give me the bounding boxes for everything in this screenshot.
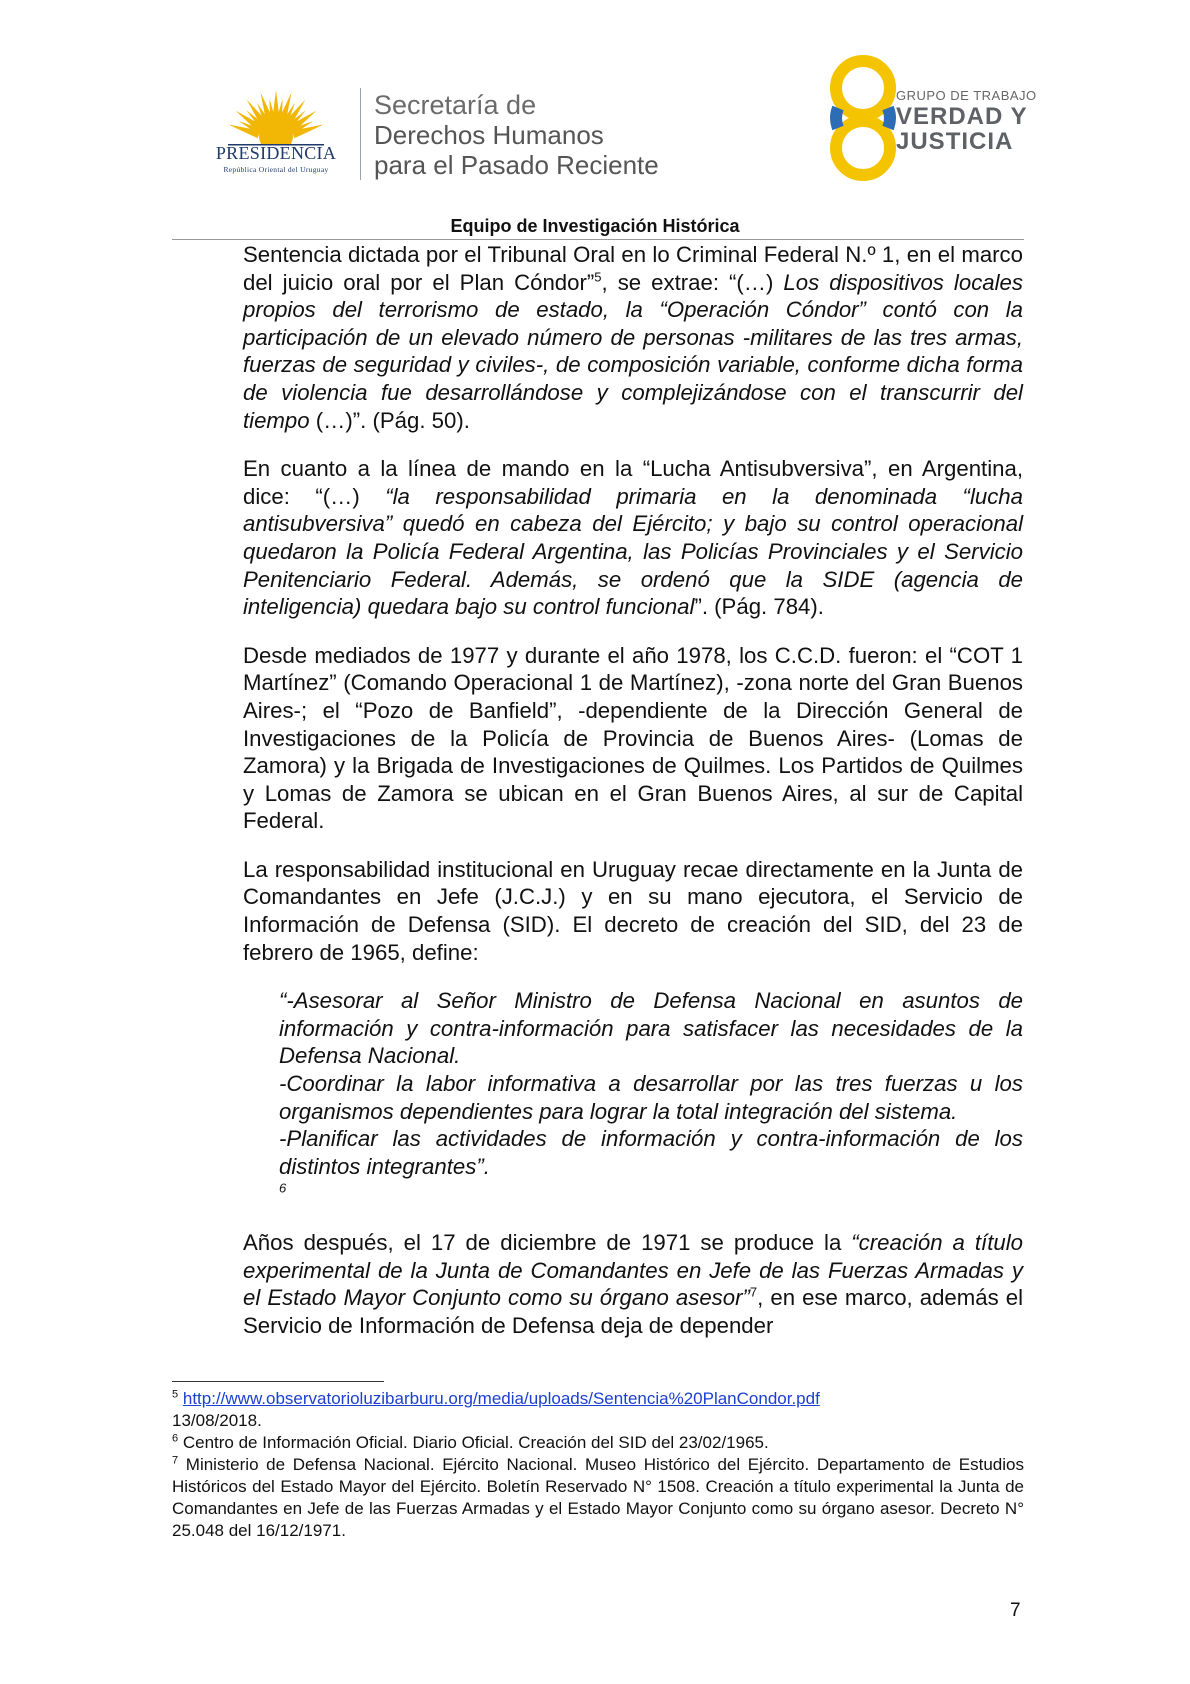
body-text [243, 241, 1023, 1360]
page-number: 7 [1010, 1600, 1021, 1621]
footnote-5 [172, 1388, 1024, 1432]
p5-quote: “creación a título experimental de la Junta de Comandantes en Jefe de las Fuerzas Armadas y el Estado Mayor Conjunto como su órgano asesor” [243, 1230, 1023, 1311]
quote-line-3 [279, 1125, 1023, 1208]
p2-text-c: ”. (Pág. 784). [694, 594, 824, 620]
grupo-line3: JUSTICIA [896, 128, 1014, 155]
quote-line-2: -Coordinar la labor informativa a desarrollar por las tres fuerzas u los organismos dependientes para lograr la total integración del sistema. [279, 1071, 1023, 1124]
footnote-text: Centro de Información Oficial. Diario Oficial. Creación del SID del 23/02/1965. [182, 1433, 769, 1452]
p1-text-a: Sentencia dictada por el Tribunal Oral en lo Criminal Federal N.º 1, en el marco del juicio oral por el Plan Cóndor” [243, 242, 1023, 295]
page-header-title: Equipo de Investigación Histórica [450, 216, 740, 236]
p1-text-b: , se extrae: “(…) [601, 269, 784, 295]
header-divider [360, 88, 361, 180]
footnote-7 [172, 1454, 1024, 1542]
footnote-separator [172, 1381, 384, 1382]
paragraph-4: La responsabilidad institucional en Uruguay recae directamente en la Junta de Comandantes en Jefe (J.C.J.) y en su mano ejecutora, el Servicio de Información de Defensa (SID). El decreto de creación del SID, del 23 de febrero de 1965, define: [243, 856, 1023, 965]
p1-quote: Los dispositivos locales propios del terrorismo de estado, la “Operación Cóndor” contó con la participación de un elevado número de personas -militares de las tres armas, fuerzas de seguridad y civiles-, de composición variable, conforme dicha forma de violencia fue desarrollándose y complejizándose con el transcurrir del tiempo [243, 269, 1023, 433]
footnote-6 [172, 1432, 1024, 1454]
p2-text-a: En cuanto a la línea de mando en la “Lucha Antisubversiva”, en Argentina, dice: “(…) [243, 456, 1023, 509]
footnote-ref-5[interactable]: 5 [594, 269, 602, 285]
presidencia-subtitle: República Oriental del Uruguay [223, 165, 329, 174]
footnote-ref-6[interactable]: 6 [279, 1181, 287, 1197]
presidencia-name: PRESIDENCIA [215, 143, 337, 163]
footnote-number: 5 [172, 1388, 179, 1401]
footnote-text: 13/08/2018. [172, 1411, 262, 1430]
p5-text-a: Años después, el 17 de diciembre de 1971 se produce la [243, 1230, 852, 1255]
verdad-justicia-wordmark [896, 88, 1037, 154]
paragraph-1 [243, 241, 1023, 434]
footnote-link[interactable]: http://www.observatorioluzibarburu.org/media/uploads/Sentencia%20PlanCondor.pdf [182, 1389, 820, 1408]
paragraph-2 [243, 455, 1023, 621]
secretaria-line2: Derechos Humanos [374, 120, 604, 150]
grupo-line1: GRUPO DE TRABAJO [896, 88, 1037, 103]
p5-text-b: , en ese marco, además el Servicio de Información de Defensa deja de depender [243, 1285, 1024, 1338]
p2-quote: “la responsabilidad primaria en la denominada “lucha antisubversiva” quedó en cabeza del Ejército; y bajo su control operacional quedaron la Policía Federal Argentina, las Policías Provinciales y el Servicio Penitenciario Federal. Además, se ordenó que la SIDE (agencia de inteligencia) quedara bajo su control funcional [243, 483, 1023, 620]
quote-line-3-text: -Planificar las actividades de información y contra-información de los distintos integrantes”. [279, 1126, 1023, 1179]
decree-quote [279, 987, 1023, 1208]
footnote-number: 7 [172, 1454, 179, 1467]
secretaria-wordmark [374, 90, 659, 180]
footnote-number: 6 [172, 1432, 179, 1445]
p1-text-c: (…)”. (Pág. 50). [309, 407, 470, 433]
header-rule [172, 239, 1024, 240]
grupo-line2: VERDAD Y [896, 103, 1028, 130]
secretaria-line3: para el Pasado Reciente [374, 150, 659, 180]
verdad-justicia-logo-icon [820, 52, 906, 184]
quote-line-1: “-Asesorar al Señor Ministro de Defensa Nacional en asuntos de información y contra-información para satisfacer las necesidades de la Defensa Nacional. [279, 988, 1023, 1069]
paragraph-3: Desde mediados de 1977 y durante el año 1978, los C.C.D. fueron: el “COT 1 Martínez” (Comando Operacional 1 de Martínez), -zona norte del Gran Buenos Aires-; el “Pozo de Banfield”, -dependiente de la Dirección General de Investigaciones de la Policía de Provincia de Buenos Aires- (Lomas de Zamora) y la Brigada de Investigaciones de Quilmes. Los Partidos de Quilmes y Lomas de Zamora se ubican en el Gran Buenos Aires, al sur de Capital Federal. [243, 642, 1023, 834]
footnotes [172, 1388, 1024, 1542]
paragraph-5 [243, 1229, 1023, 1339]
footnote-ref-7[interactable]: 7 [749, 1284, 758, 1300]
footnote-text: Ministerio de Defensa Nacional. Ejército Nacional. Museo Histórico del Ejército. Departamento de Estudios Históricos del Estado Mayor del Ejército. Boletín Reservado N° 1508. Creación a título experimental la Junta de Comandantes en Jefe de las Fuerzas Armadas y el Estado Mayor Conjunto como su órgano asesor. Decreto N° 25.048 del 16/12/1971. [172, 1455, 1024, 1540]
secretaria-line1: Secretaría de [374, 90, 537, 120]
